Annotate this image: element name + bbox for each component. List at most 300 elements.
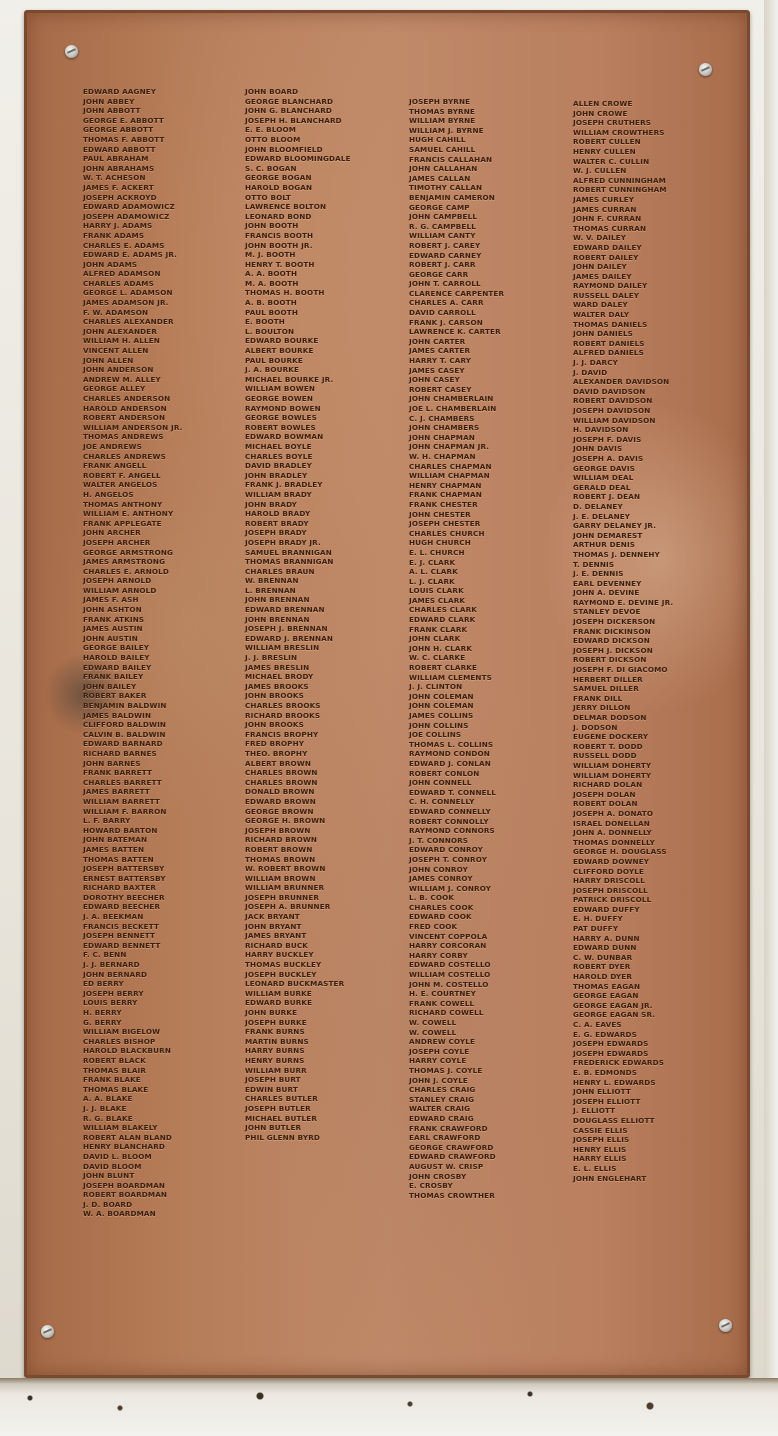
engraved-name: GEORGE BROWN xyxy=(245,806,314,816)
engraved-name: JOSEPH T. CONROY xyxy=(409,854,488,864)
engraved-name: JOHN ENGLEHART xyxy=(573,1173,647,1183)
engraved-name: JAMES CURLEY xyxy=(573,194,635,204)
engraved-name: ROBERT F. ANGELL xyxy=(83,470,161,480)
engraved-name: JOHN BROOKS xyxy=(245,691,304,701)
engraved-name: RUSSELL DALEY xyxy=(573,290,640,300)
engraved-name: JAMES BATTEN xyxy=(83,844,145,854)
engraved-name: H. ANGELOS xyxy=(83,489,134,499)
engraved-name: JAMES BALDWIN xyxy=(83,710,152,720)
engraved-name: JOHN ARCHER xyxy=(83,528,141,538)
engraved-name: ROBERT BOWLES xyxy=(245,422,316,432)
engraved-name: HAROLD ANDERSON xyxy=(83,403,167,413)
engraved-name: A. B. BOOTH xyxy=(245,298,297,308)
engraved-name: JOHN F. CURRAN xyxy=(573,214,642,224)
engraved-name: WILLIAM DAVIDSON xyxy=(573,415,656,425)
engraved-name: L. BOULTON xyxy=(245,326,295,336)
engraved-name: ROBERT CONNOLLY xyxy=(409,816,489,826)
engraved-name: EDWARD DAILEY xyxy=(573,242,642,252)
engraved-name: C. J. CHAMBERS xyxy=(409,413,475,423)
engraved-name: JOHN AUSTIN xyxy=(83,633,138,643)
engraved-name: GEORGE EAGAN SR. xyxy=(573,1010,656,1020)
engraved-name: STANLEY DEVOE xyxy=(573,607,641,617)
engraved-name: JOHN BRADY xyxy=(245,499,298,509)
engraved-name: THOMAS BATTEN xyxy=(83,854,154,864)
engraved-name: JOHN ANDERSON xyxy=(83,365,154,375)
engraved-name: W. ROBERT BROWN xyxy=(245,864,326,874)
engraved-name: ROBERT ALAN BLAND xyxy=(83,1132,173,1142)
engraved-name: CHARLES E. ARNOLD xyxy=(83,566,170,576)
engraved-name: GEORGE BLANCHARD xyxy=(245,96,334,106)
engraved-name: JOSEPH A. DAVIS xyxy=(573,453,644,463)
engraved-name: J. J. BLAKE xyxy=(83,1103,127,1113)
engraved-name: CHARLES BOYLE xyxy=(245,451,313,461)
engraved-name: EDWARD J. BRENNAN xyxy=(245,633,334,643)
engraved-name: EDWARD DOWNEY xyxy=(573,856,650,866)
engraved-name: ANDREW COYLE xyxy=(409,1037,476,1047)
engraved-name: CHARLES ANDREWS xyxy=(83,451,166,461)
engraved-name: GEORGE EAGAN xyxy=(573,991,639,1001)
engraved-name: HENRY CULLEN xyxy=(573,146,636,156)
engraved-name: JOSEPH EDWARDS xyxy=(573,1048,649,1058)
engraved-name: EDWARD BOWMAN xyxy=(245,432,324,442)
engraved-name: CHARLES CRAIG xyxy=(409,1085,476,1095)
engraved-name: HAROLD BAILEY xyxy=(83,653,150,663)
engraved-name: JAMES BROOKS xyxy=(245,681,309,691)
engraved-name: LEONARD BOND xyxy=(245,211,312,221)
engraved-name: CHARLES ALEXANDER xyxy=(83,317,174,327)
engraved-name: JOHN BROOKS xyxy=(245,720,304,730)
engraved-name: WILLIAM E. ANTHONY xyxy=(83,509,174,519)
engraved-name: GEORGE E. ABBOTT xyxy=(83,115,164,125)
engraved-name: CHARLES COOK xyxy=(409,902,474,912)
engraved-name: E. L. CHURCH xyxy=(409,547,465,557)
engraved-name: WALTER DALY xyxy=(573,310,630,320)
engraved-name: EDWARD COOK xyxy=(409,912,472,922)
engraved-name: JAMES CURRAN xyxy=(573,204,637,214)
engraved-name: CLIFFORD DOYLE xyxy=(573,866,645,876)
engraved-name: DAVID BLOOM xyxy=(83,1161,142,1171)
engraved-name: THOMAS BLAKE xyxy=(83,1084,149,1094)
engraved-name: GEORGE EAGAN JR. xyxy=(573,1000,653,1010)
engraved-name: C. W. DUNBAR xyxy=(573,952,633,962)
engraved-name: CHARLES CHAPMAN xyxy=(409,461,492,471)
engraved-name: FRANK ANGELL xyxy=(83,461,147,471)
engraved-name: RICHARD BAXTER xyxy=(83,883,157,893)
engraved-name: WALTER ANGELOS xyxy=(83,480,158,490)
engraved-name: ROBERT ANDERSON xyxy=(83,413,166,423)
engraved-name: J. J. DARCY xyxy=(573,358,619,368)
engraved-name: ANDREW M. ALLEY xyxy=(83,374,161,384)
engraved-name: JOSEPH ARNOLD xyxy=(83,576,152,586)
engraved-name: JOSEPH ADAMOWICZ xyxy=(83,211,170,221)
engraved-name: CHARLES BISHOP xyxy=(83,1036,156,1046)
engraved-name: RICHARD BARNES xyxy=(83,748,157,758)
engraved-name: JOSEPH DICKERSON xyxy=(573,617,656,627)
engraved-name: JOHN BRADLEY xyxy=(245,470,308,480)
engraved-name: JAMES ADAMSON JR. xyxy=(83,298,169,308)
engraved-name: HUGH CAHILL xyxy=(409,135,466,145)
engraved-name: HAROLD BRADY xyxy=(245,509,311,519)
engraved-name: ALFRED CUNNINGHAM xyxy=(573,175,666,185)
engraved-name: WILLIAM BYRNE xyxy=(409,116,476,126)
screw-top-right xyxy=(699,63,712,76)
engraved-name: ROBERT J. CARR xyxy=(409,260,476,270)
engraved-name: E. G. EDWARDS xyxy=(573,1029,637,1039)
engraved-name: JOSEPH BATTERSBY xyxy=(83,864,165,874)
engraved-name: WARD DALEY xyxy=(573,300,628,310)
engraved-name: THOMAS CROWTHER xyxy=(409,1190,495,1200)
engraved-name: HENRY L. EDWARDS xyxy=(573,1077,656,1087)
engraved-name: EDWARD DICKSON xyxy=(573,636,650,646)
engraved-name: L. J. CLARK xyxy=(409,576,455,586)
engraved-name: E. L. ELLIS xyxy=(573,1163,617,1173)
engraved-name: JOSEPH ARCHER xyxy=(83,537,151,547)
engraved-name: THOMAS BRANNIGAN xyxy=(245,557,334,567)
engraved-name: MICHAEL BUTLER xyxy=(245,1113,318,1123)
engraved-name: JOSEPH J. BRENNAN xyxy=(245,624,328,634)
engraved-name: F. C. BENN xyxy=(83,950,127,960)
engraved-name: FRED COOK xyxy=(409,922,458,932)
engraved-name: EDWARD CLARK xyxy=(409,615,476,625)
engraved-name: FRANCIS BOOTH xyxy=(245,230,314,240)
engraved-name: HARRY BUCKLEY xyxy=(245,950,314,960)
engraved-name: JOHN DEMAREST xyxy=(573,530,643,540)
engraved-name: E. E. BLOOM xyxy=(245,125,297,135)
engraved-name: PHIL GLENN BYRD xyxy=(245,1132,321,1142)
engraved-name: CHARLES ANDERSON xyxy=(83,394,171,403)
engraved-name: RAYMOND DAILEY xyxy=(573,281,648,291)
engraved-name: ROBERT DOLAN xyxy=(573,799,638,809)
engraved-name: JOSEPH ELLIS xyxy=(573,1135,630,1145)
engraved-name: ROBERT CULLEN xyxy=(573,137,641,147)
engraved-name: JOHN BUTLER xyxy=(245,1123,302,1133)
engraved-name: J. J. BRESLIN xyxy=(245,653,298,663)
engraved-name: A. L. CLARK xyxy=(409,567,458,577)
engraved-name: THOMAS DONNELLY xyxy=(573,837,655,847)
engraved-name: H. BERRY xyxy=(83,1008,122,1017)
engraved-name: RICHARD BUCK xyxy=(245,940,309,950)
engraved-name: WILLIAM BRADY xyxy=(245,489,312,499)
engraved-name: LEONARD BUCKMASTER xyxy=(245,979,345,989)
engraved-name: JOE COLLINS xyxy=(409,730,462,740)
engraved-name: JOHN CAMPBELL xyxy=(409,212,478,222)
engraved-name: THOMAS F. ABBOTT xyxy=(83,134,165,144)
engraved-name: RUSSELL DODD xyxy=(573,751,637,761)
engraved-name: HENRY BLANCHARD xyxy=(83,1142,166,1152)
engraved-name: CHARLES BARRETT xyxy=(83,777,162,787)
engraved-name: JOHN M. COSTELLO xyxy=(409,979,489,989)
engraved-name: HAROLD DYER xyxy=(573,972,633,982)
engraved-name: JOHN ABBOTT xyxy=(83,106,141,116)
engraved-name: WILLIAM COSTELLO xyxy=(409,970,491,980)
engraved-name: ROBERT CASEY xyxy=(409,384,472,394)
engraved-name: EARL DEVENNEY xyxy=(573,578,642,588)
engraved-name: HARRY CORCORAN xyxy=(409,941,487,951)
engraved-name: ROBERT J. CAREY xyxy=(409,240,481,250)
engraved-name: EDWARD CARNEY xyxy=(409,250,482,260)
engraved-name: THOMAS BUCKLEY xyxy=(245,960,322,970)
engraved-name: EDWARD CONNELLY xyxy=(409,806,491,816)
engraved-name: JOHN DAVIS xyxy=(573,444,623,454)
engraved-name: FRANK DILL xyxy=(573,693,623,703)
engraved-name: EDWARD BRENNAN xyxy=(245,605,325,615)
engraved-name: HUGH CHURCH xyxy=(409,538,471,548)
engraved-name: JOHN A. DEVINE xyxy=(573,588,640,598)
engraved-name: ISRAEL DONELLAN xyxy=(573,818,650,828)
engraved-name: MARTIN BURNS xyxy=(245,1036,309,1046)
engraved-name: PAUL ABRAHAM xyxy=(83,154,149,164)
engraved-name: ROBERT CONLON xyxy=(409,768,480,778)
engraved-name: HENRY T. BOOTH xyxy=(245,259,315,269)
engraved-name: W. A. BOARDMAN xyxy=(83,1209,156,1219)
engraved-name: L. F. BARRY xyxy=(83,816,131,826)
engraved-name: BENJAMIN CAMERON xyxy=(409,192,495,202)
engraved-name: JOHN BATEMAN xyxy=(83,835,148,845)
engraved-name: E. H. DUFFY xyxy=(573,914,623,924)
engraved-name: ROBERT T. DODD xyxy=(573,741,643,751)
engraved-name: WILLIAM CANTY xyxy=(409,231,476,241)
engraved-name: JOSEPH DAVIDSON xyxy=(573,406,651,415)
engraved-name: MICHAEL BOURKE JR. xyxy=(245,374,334,384)
engraved-name: CLIFFORD BALDWIN xyxy=(83,720,167,730)
engraved-name: FRANK BURNS xyxy=(245,1027,305,1037)
engraved-name: W. BRENNAN xyxy=(245,576,299,586)
engraved-name: JOHN CHAPMAN JR. xyxy=(409,442,490,452)
engraved-name: FRANK BAILEY xyxy=(83,672,144,682)
engraved-name: WILLIAM ANDERSON JR. xyxy=(83,422,183,432)
engraved-name: JOSEPH J. DICKSON xyxy=(573,645,653,655)
engraved-name: J. DODSON xyxy=(573,722,618,732)
engraved-name: JOHN T. CARROLL xyxy=(409,279,481,289)
engraved-name: JOHN COLEMAN xyxy=(409,701,474,711)
engraved-name: JOSEPH F. DI GIACOMO xyxy=(573,665,668,675)
engraved-name: ROBERT DAILEY xyxy=(573,252,639,262)
engraved-name: THOMAS BLAIR xyxy=(83,1065,147,1075)
engraved-name: CHARLES ADAMS xyxy=(83,278,154,288)
engraved-name: WILLIAM J. BYRNE xyxy=(409,125,484,135)
engraved-name: EDWARD ADAMOWICZ xyxy=(83,202,175,212)
engraved-name: EDWARD BEECHER xyxy=(83,902,161,912)
engraved-name: ALBERT BROWN xyxy=(245,758,312,768)
engraved-name: ROBERT DYER xyxy=(573,962,631,972)
engraved-name: JAMES DAILEY xyxy=(573,271,632,281)
engraved-name: W. T. ACHESON xyxy=(83,173,146,183)
engraved-name: FRANK BARRETT xyxy=(83,768,153,778)
engraved-name: WILLIAM J. CONROY xyxy=(409,883,492,893)
engraved-name: JAMES BRESLIN xyxy=(245,662,310,672)
engraved-name: MICHAEL BRODY xyxy=(245,672,314,682)
engraved-name: W. H. CHAPMAN xyxy=(409,451,476,461)
engraved-name: J. T. CONNORS xyxy=(409,835,469,845)
engraved-name: EDWARD J. CONLAN xyxy=(409,758,491,768)
engraved-name: EDWARD CONROY xyxy=(409,845,483,855)
engraved-name: JOE ANDREWS xyxy=(83,441,142,451)
engraved-name: JOHN CLARK xyxy=(409,634,461,644)
engraved-name: JOHN A. DONNELLY xyxy=(573,828,652,838)
engraved-name: EDWARD BENNETT xyxy=(83,940,161,950)
engraved-name: J. J. CLINTON xyxy=(409,682,463,692)
engraved-name: FRANK ADAMS xyxy=(83,230,145,240)
engraved-name: JOHN ASHTON xyxy=(83,605,142,615)
engraved-name: BENJAMIN BALDWIN xyxy=(83,701,167,710)
engraved-name: DAVID L. BLOOM xyxy=(83,1151,152,1161)
engraved-name: CHARLES BROOKS xyxy=(245,701,321,710)
engraved-name: RICHARD BROOKS xyxy=(245,710,321,720)
engraved-name: FRANK CHAPMAN xyxy=(409,490,482,500)
engraved-name: JOSEPH DRISCOLL xyxy=(573,885,648,895)
engraved-name: JOSEPH BURKE xyxy=(245,1017,307,1027)
engraved-name: FRANK ATKINS xyxy=(83,614,145,624)
engraved-name: JOHN COLEMAN xyxy=(409,691,474,701)
engraved-name: ROBERT BROWN xyxy=(245,844,313,854)
engraved-name: JOHN COLLINS xyxy=(409,720,469,730)
engraved-name: JACK BRYANT xyxy=(245,912,300,922)
engraved-name: JOHN ABBEY xyxy=(83,96,135,106)
engraved-name: JOSEPH H. BLANCHARD xyxy=(245,115,342,125)
engraved-name: HARRY CORBY xyxy=(409,950,468,960)
engraved-name: GEORGE ARMSTRONG xyxy=(83,547,174,557)
engraved-name: EDWARD T. CONNELL xyxy=(409,787,497,797)
engraved-name: GERALD DEAL xyxy=(573,482,631,492)
engraved-name: J. DAVID xyxy=(573,367,608,377)
engraved-name: J. A. BOURKE xyxy=(245,365,300,375)
engraved-name: ROBERT DICKSON xyxy=(573,655,647,665)
engraved-name: ROBERT J. DEAN xyxy=(573,492,641,502)
engraved-name: JOSEPH CRUTHERS xyxy=(573,118,652,128)
engraved-name: LAWRENCE K. CARTER xyxy=(409,327,501,337)
engraved-name: M. A. BOOTH xyxy=(245,278,299,288)
engraved-name: E. CROSBY xyxy=(409,1181,453,1191)
engraved-name: R. G. CAMPBELL xyxy=(409,221,476,231)
engraved-name: DOROTHY BEECHER xyxy=(83,892,165,902)
engraved-name: WILLIAM BLAKELY xyxy=(83,1123,158,1133)
engraved-name: OTTO BOLT xyxy=(245,192,291,202)
engraved-name: E. B. EDMONDS xyxy=(573,1067,638,1077)
engraved-name: ALEXANDER DAVIDSON xyxy=(573,377,670,387)
engraved-name: JAMES F. ASH xyxy=(83,595,139,605)
engraved-name: CHARLES E. ADAMS xyxy=(83,240,165,250)
engraved-name: ALBERT BOURKE xyxy=(245,346,314,356)
engraved-name: VINCENT ALLEN xyxy=(83,346,149,356)
engraved-name: RAYMOND CONDON xyxy=(409,749,490,759)
engraved-name: H. E. COURTNEY xyxy=(409,989,476,999)
engraved-name: ED BERRY xyxy=(83,979,124,989)
engraved-name: GEORGE BOGAN xyxy=(245,173,312,183)
engraved-name: CHARLES BUTLER xyxy=(245,1094,318,1104)
engraved-name: CHARLES BROWN xyxy=(245,777,318,787)
engraved-name: FRANK CHESTER xyxy=(409,499,478,509)
engraved-name: JOHN CALLAHAN xyxy=(409,164,478,174)
engraved-name: DOUGLASS ELLIOTT xyxy=(573,1115,655,1125)
engraved-name: JOSEPH BROWN xyxy=(245,825,311,835)
engraved-name: JOSEPH A. BRUNNER xyxy=(245,902,331,912)
engraved-name: H. DAVIDSON xyxy=(573,425,629,435)
engraved-name: C. H. CONNELLY xyxy=(409,797,475,807)
engraved-name: D. DELANEY xyxy=(573,501,623,511)
engraved-name: M. J. BOOTH xyxy=(245,250,296,260)
engraved-name: THOMAS ANDREWS xyxy=(83,432,164,442)
engraved-name: CASSIE ELLIS xyxy=(573,1125,628,1135)
engraved-name: RAYMOND CONNORS xyxy=(409,826,495,836)
engraved-name: HARRY A. DUNN xyxy=(573,933,640,943)
engraved-name: JOHN DANIELS xyxy=(573,329,634,339)
engraved-name: JOSEPH F. DAVIS xyxy=(573,434,642,444)
engraved-name: THEO. BROPHY xyxy=(245,748,308,758)
engraved-name: FRANK APPLEGATE xyxy=(83,518,162,528)
engraved-name: FRANK BLAKE xyxy=(83,1075,141,1085)
engraved-name: FRANCIS BECKETT xyxy=(83,921,160,931)
engraved-name: DELMAR DODSON xyxy=(573,713,647,722)
engraved-name: ALFRED DANIELS xyxy=(573,348,644,358)
engraved-name: JOHN CHESTER xyxy=(409,509,471,519)
engraved-name: JOHN BOARD xyxy=(245,87,299,96)
engraved-name: GEORGE BAILEY xyxy=(83,643,150,653)
engraved-name: HARRY ELLIS xyxy=(573,1154,627,1164)
engraved-name: JOHN CHAMBERS xyxy=(409,423,480,433)
engraved-name: EDWARD BOURKE xyxy=(245,336,319,346)
engraved-name: ARTHUR DENIS xyxy=(573,540,636,550)
engraved-name: J. A. BEEKMAN xyxy=(83,912,144,922)
engraved-name: ROBERT CUNNINGHAM xyxy=(573,185,667,195)
engraved-name: JOHN CROSBY xyxy=(409,1171,467,1181)
engraved-name: CHARLES BROWN xyxy=(245,768,318,778)
engraved-name: GEORGE H. DOUGLASS xyxy=(573,847,667,857)
engraved-name: W. C. CLARKE xyxy=(409,653,466,663)
engraved-name: HERBERT DILLER xyxy=(573,674,643,684)
engraved-name: WILLIAM BARRETT xyxy=(83,796,160,806)
engraved-name: GEORGE BOWEN xyxy=(245,394,314,403)
window-sill xyxy=(0,1378,778,1436)
name-column-3 xyxy=(409,97,504,1200)
engraved-name: CHARLES CLARK xyxy=(409,605,478,615)
engraved-name: THOMAS CURRAN xyxy=(573,223,647,233)
engraved-name: JAMES BRYANT xyxy=(245,931,307,941)
engraved-name: JAMES CALLAN xyxy=(409,173,471,183)
engraved-name: JOHN ELLIOTT xyxy=(573,1087,631,1097)
engraved-name: DAVID CARROLL xyxy=(409,308,476,318)
engraved-name: HENRY ELLIS xyxy=(573,1144,627,1154)
engraved-name: JOSEPH DOLAN xyxy=(573,789,636,799)
engraved-name: HARRY T. CARY xyxy=(409,356,472,366)
name-column-4 xyxy=(573,99,673,1183)
screw-top-left xyxy=(65,45,78,58)
engraved-name: JOHN DAILEY xyxy=(573,262,627,272)
engraved-name: JOSEPH BURT xyxy=(245,1075,301,1085)
engraved-name: ROBERT BLACK xyxy=(83,1055,146,1065)
engraved-name: ROBERT CLARKE xyxy=(409,663,478,673)
engraved-name: GEORGE DAVIS xyxy=(573,463,636,473)
engraved-name: WILLIAM BOWEN xyxy=(245,384,316,394)
engraved-name: FRANK COWELL xyxy=(409,998,475,1008)
engraved-name: JOHN CARTER xyxy=(409,336,466,346)
engraved-name: ALLEN CROWE xyxy=(573,99,633,108)
engraved-name: JOHN ABRAHAMS xyxy=(83,163,155,173)
engraved-name: WILLIAM BROWN xyxy=(245,873,316,883)
engraved-name: TIMOTHY CALLAN xyxy=(409,183,483,193)
engraved-name: CALVIN B. BALDWIN xyxy=(83,729,166,739)
engraved-name: HARRY COYLE xyxy=(409,1056,467,1066)
engraved-name: HARRY BURNS xyxy=(245,1046,305,1056)
memorial-plaque xyxy=(24,10,750,1378)
engraved-name: WILLIAM DOHERTY xyxy=(573,760,652,770)
engraved-name: S. C. BOGAN xyxy=(245,163,297,173)
engraved-name: HARRY J. ADAMS xyxy=(83,221,153,231)
engraved-name: WILLIAM DOHERTY xyxy=(573,770,652,780)
engraved-name: JOSEPH BOARDMAN xyxy=(83,1180,166,1190)
engraved-name: A. A. BLAKE xyxy=(83,1094,133,1104)
engraved-name: WILLIAM BRUNNER xyxy=(245,883,325,893)
engraved-name: JOSEPH BRUNNER xyxy=(245,892,320,902)
